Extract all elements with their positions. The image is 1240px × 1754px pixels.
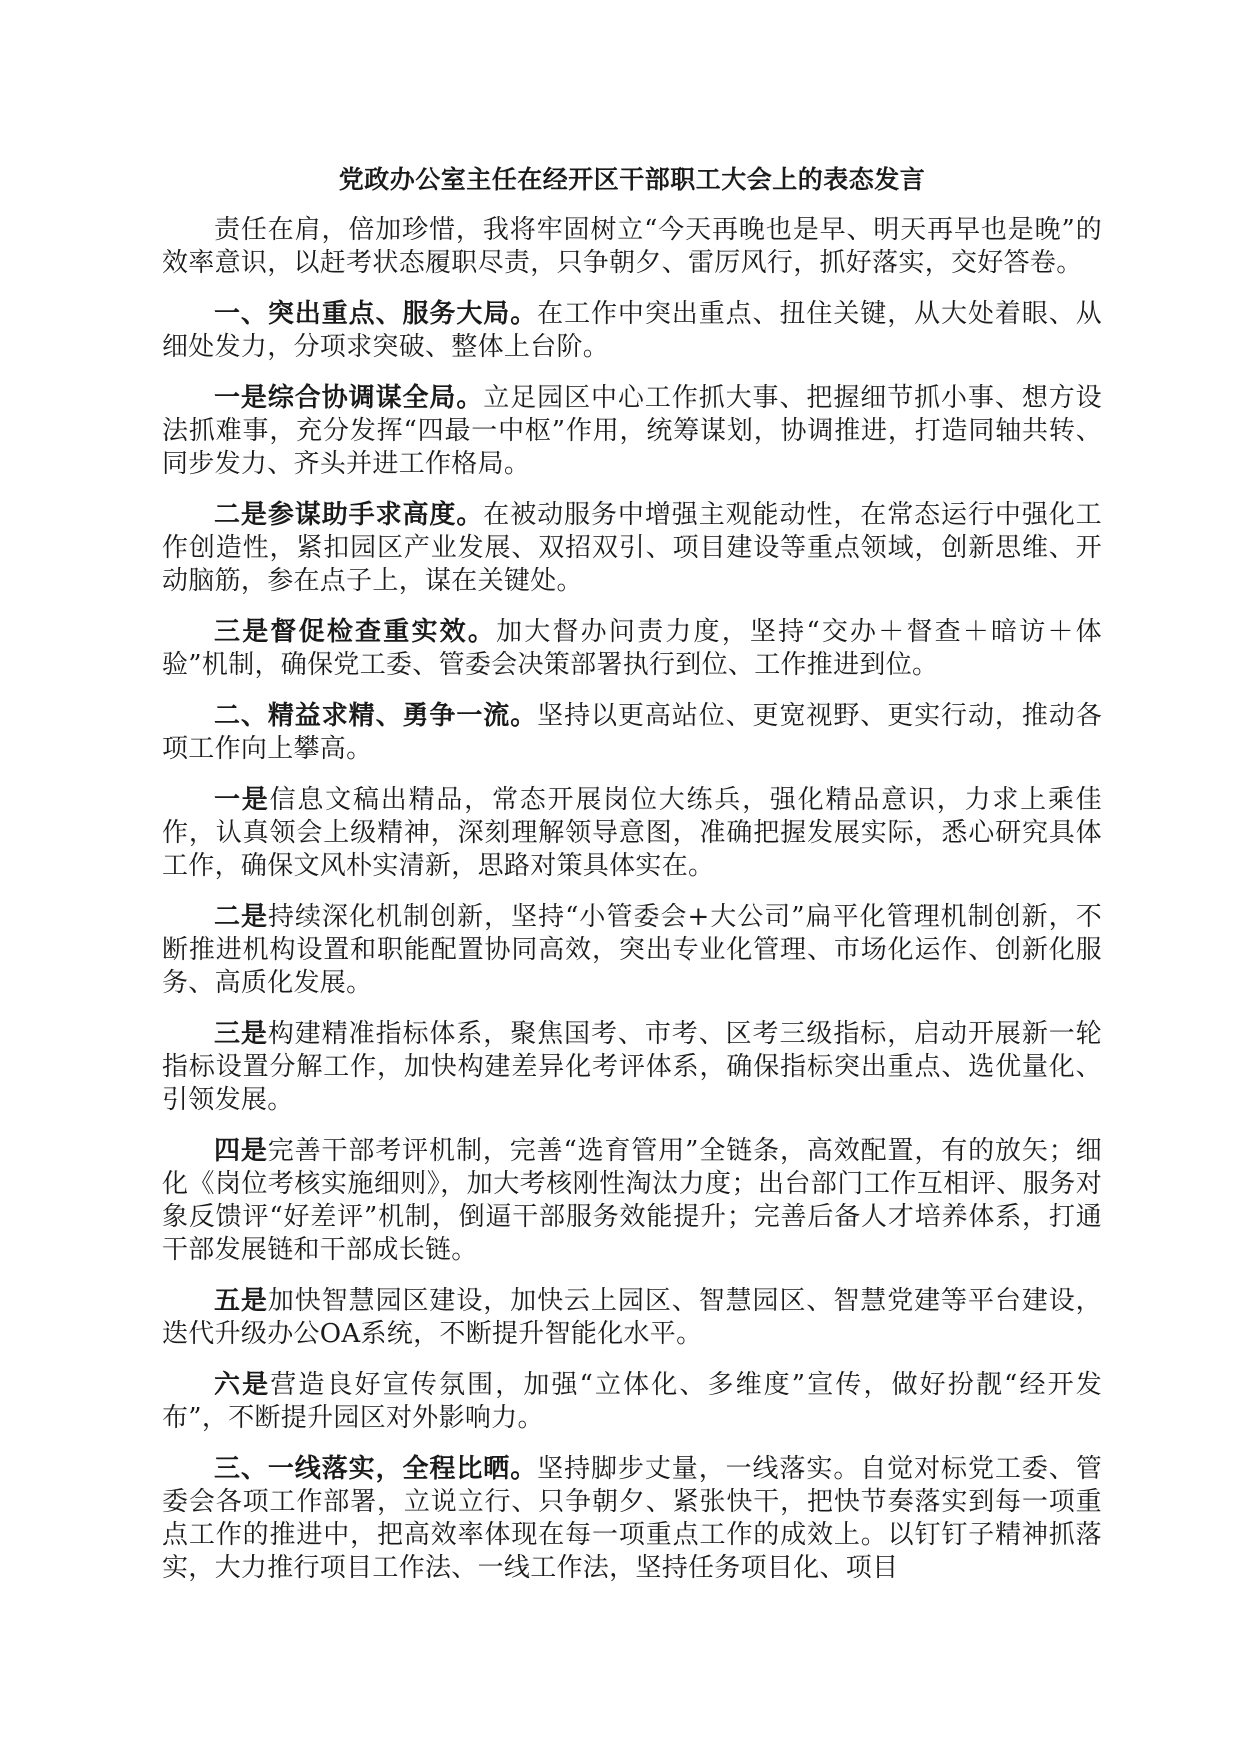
paragraph-lead: 六是 [214,1370,271,1400]
paragraph-text: 构建精准指标体系，聚焦国考、市考、区考三级指标，启动开展新一轮指标设置分解工作，加快构建差异化考评体系，确保指标突出重点、选优量化、引领发展。 [162,1019,1102,1115]
paragraph-item [162,616,1102,682]
paragraph-lead: 二是 [214,902,269,932]
paragraph-lead: 一、突出重点、服务大局。 [214,299,538,329]
document-page [162,160,1102,1603]
paragraph-intro [162,214,1102,280]
paragraph-item [162,1018,1102,1117]
paragraph-item [162,784,1102,883]
paragraph-item [162,901,1102,1000]
paragraph-text: 营造良好宣传氛围，加强“立体化、多维度”宣传，做好扮靓“经开发布”，不断提升园区对外影响力。 [162,1370,1102,1433]
paragraph-section-1 [162,298,1102,364]
paragraph-lead: 四是 [214,1136,268,1166]
paragraph-lead: 三、一线落实，全程比晒。 [214,1454,538,1484]
paragraph-item [162,382,1102,481]
paragraph-item [162,1285,1102,1351]
paragraph-lead: 三是督促检查重实效。 [214,617,497,647]
paragraph-text: 坚持脚步丈量，一线落实。自觉对标党工委、管委会各项工作部署，立说立行、只争朝夕、紧张快干，把快节奏落实到每一项重点工作的推进中，把高效率体现在每一项重点工作的成效上。以钉钉子精神抓落实，大力推行项目工作法、一线工作法，坚持任务项目化、项目 [162,1454,1102,1583]
paragraph-text: 在被动服务中增强主观能动性，在常态运行中强化工作创造性，紧扣园区产业发展、双招双引、项目建设等重点领域，创新思维、开动脑筋，参在点子上，谋在关键处。 [162,500,1102,596]
paragraph-section-2 [162,700,1102,766]
paragraph-section-3 [162,1453,1102,1585]
paragraph-lead: 五是 [214,1286,268,1316]
paragraph-lead: 二是参谋助手求高度。 [214,500,484,530]
document-title: 党政办公室主任在经开区干部职工大会上的表态发言 [338,165,926,194]
paragraph-text: 信息文稿出精品，常态开展岗位大练兵，强化精品意识，力求上乘佳作，认真领会上级精神，深刻理解领导意图，准确把握发展实际，悉心研究具体工作，确保文风朴实清新，思路对策具体实在。 [162,785,1102,881]
paragraph-text: 坚持以更高站位、更宽视野、更实行动，推动各项工作向上攀高。 [162,701,1102,764]
paragraph-text: 持续深化机制创新，坚持“小管委会+大公司”扁平化管理机制创新，不断推进机构设置和职能配置协同高效，突出专业化管理、市场化运作、创新化服务、高质化发展。 [162,902,1102,998]
paragraph-item [162,499,1102,598]
paragraph-text: 在工作中突出重点、扭住关键，从大处着眼、从细处发力，分项求突破、整体上台阶。 [162,299,1102,362]
paragraph-text: 立足园区中心工作抓大事、把握细节抓小事、想方设法抓难事，充分发挥“四最一中枢”作用，统筹谋划，协调推进，打造同轴共转、同步发力、齐头并进工作格局。 [162,383,1102,479]
paragraph-item [162,1369,1102,1435]
paragraph-text: 完善干部考评机制，完善“选育管用”全链条，高效配置，有的放矢；细化《岗位考核实施细则》，加大考核刚性淘汰力度；出台部门工作互相评、服务对象反馈评“好差评”机制，倒逼干部服务效能提升；完善后备人才培养体系，打通干部发展链和干部成长链。 [162,1136,1102,1265]
paragraph-text: 责任在肩，倍加珍惜，我将牢固树立“今天再晚也是早、明天再早也是晚”的效率意识，以赶考状态履职尽责，只争朝夕、雷厉风行，抓好落实，交好答卷。 [162,215,1102,278]
paragraph-lead: 三是 [214,1019,268,1049]
paragraph-lead: 二、精益求精、勇争一流。 [214,701,538,731]
paragraph-text: 加大督办问责力度，坚持“交办＋督查＋暗访＋体验”机制，确保党工委、管委会决策部署执行到位、工作推进到位。 [162,617,1102,680]
paragraph-item [162,1135,1102,1267]
paragraph-text: 加快智慧园区建设，加快云上园区、智慧园区、智慧党建等平台建设，迭代升级办公OA系统，不断提升智能化水平。 [162,1286,1102,1349]
paragraph-lead: 一是综合协调谋全局。 [214,383,484,413]
paragraph-lead: 一是 [214,785,270,815]
